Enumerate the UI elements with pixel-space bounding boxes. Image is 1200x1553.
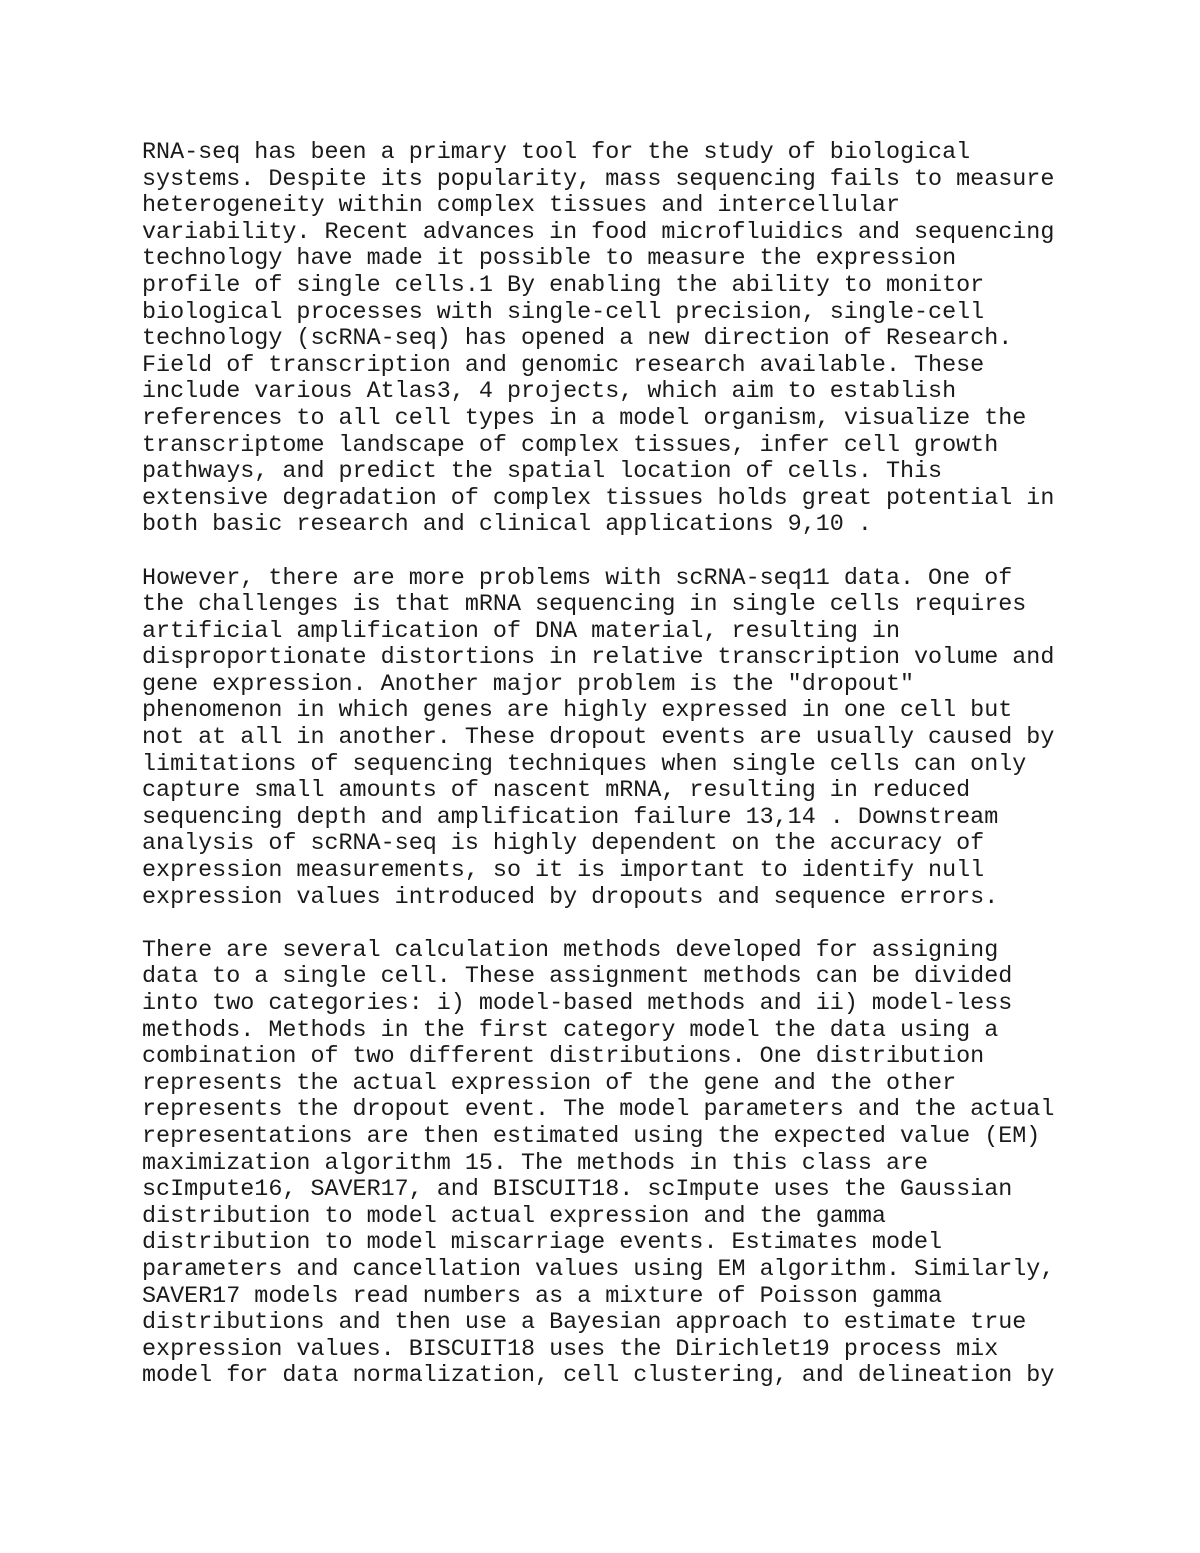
text-line: distribution to model miscarriage events. Estimates model (142, 1230, 943, 1257)
paragraph-problems (142, 566, 1102, 912)
text-line: represents the dropout event. The model parameters and the actual (142, 1097, 1055, 1124)
paragraph-methods (142, 938, 1102, 1390)
text-line: references to all cell types in a model organism, visualize the (142, 405, 1027, 432)
text-line: combination of two different distributions. One distribution (142, 1044, 985, 1071)
text-line: scImpute16, SAVER17, and BISCUIT18. scImpute uses the Gaussian (142, 1177, 1013, 1204)
text-line: data to a single cell. These assignment methods can be divided (142, 964, 1013, 991)
text-line: biological processes with single-cell precision, single-cell (142, 299, 985, 326)
text-line: maximization algorithm 15. The methods in this class are (142, 1150, 929, 1177)
text-line: capture small amounts of nascent mRNA, resulting in reduced (142, 778, 971, 805)
text-line: extensive degradation of complex tissues holds great potential in (142, 485, 1055, 512)
paragraph-intro (142, 140, 1102, 539)
text-line: profile of single cells.1 By enabling the ability to monitor (142, 272, 985, 299)
text-line: gene expression. Another major problem is the "dropout" (142, 671, 915, 698)
text-line: representations are then estimated using the expected value (EM) (142, 1123, 1041, 1150)
text-line: analysis of scRNA-seq is highly dependent on the accuracy of (142, 831, 985, 858)
text-line: technology have made it possible to measure the expression (142, 246, 957, 273)
text-line: distributions and then use a Bayesian approach to estimate true (142, 1310, 1027, 1337)
text-line: Field of transcription and genomic research available. These (142, 352, 985, 379)
text-line: There are several calculation methods developed for assigning (142, 937, 999, 964)
text-line: methods. Methods in the first category model the data using a (142, 1017, 999, 1044)
text-line: disproportionate distortions in relative transcription volume and (142, 645, 1055, 672)
document-body (142, 140, 1102, 1417)
text-line: RNA-seq has been a primary tool for the study of biological (142, 140, 971, 166)
text-line: expression values introduced by dropouts and sequence errors. (142, 884, 999, 911)
text-line: into two categories: i) model-based methods and ii) model-less (142, 991, 1013, 1017)
text-line: include various Atlas3, 4 projects, which aim to establish (142, 379, 957, 406)
text-line: sequencing depth and amplification failure 13,14 . Downstream (142, 804, 999, 831)
text-line: technology (scRNA-seq) has opened a new direction of Research. (142, 326, 1013, 353)
text-line: model for data normalization, cell clustering, and delineation by (142, 1363, 1055, 1390)
text-line: pathways, and predict the spatial location of cells. This (142, 459, 943, 486)
text-line: expression measurements, so it is important to identify null (142, 858, 985, 885)
text-line: both basic research and clinical applications 9,10 . (142, 512, 872, 539)
text-line: SAVER17 models read numbers as a mixture of Poisson gamma (142, 1283, 943, 1310)
text-line: expression values. BISCUIT18 uses the Dirichlet19 process mix (142, 1336, 999, 1363)
text-line: distribution to model actual expression and the gamma (142, 1203, 886, 1230)
text-line: not at all in another. These dropout events are usually caused by (142, 725, 1055, 752)
text-line: represents the actual expression of the gene and the other (142, 1070, 957, 1097)
text-line: artificial amplification of DNA material, resulting in (142, 618, 900, 645)
text-line: phenomenon in which genes are highly expressed in one cell but (142, 698, 1013, 725)
text-line: the challenges is that mRNA sequencing in single cells requires (142, 592, 1027, 619)
text-line: limitations of sequencing techniques when single cells can only (142, 751, 1027, 778)
text-line: systems. Despite its popularity, mass sequencing fails to measure (142, 166, 1055, 193)
text-line: heterogeneity within complex tissues and intercellular (142, 193, 900, 220)
text-line: However, there are more problems with scRNA-seq11 data. One of (142, 565, 1013, 592)
text-line: variability. Recent advances in food microfluidics and sequencing (142, 219, 1055, 246)
text-line: transcriptome landscape of complex tissues, infer cell growth (142, 432, 999, 459)
text-line: parameters and cancellation values using EM algorithm. Similarly, (142, 1256, 1055, 1283)
